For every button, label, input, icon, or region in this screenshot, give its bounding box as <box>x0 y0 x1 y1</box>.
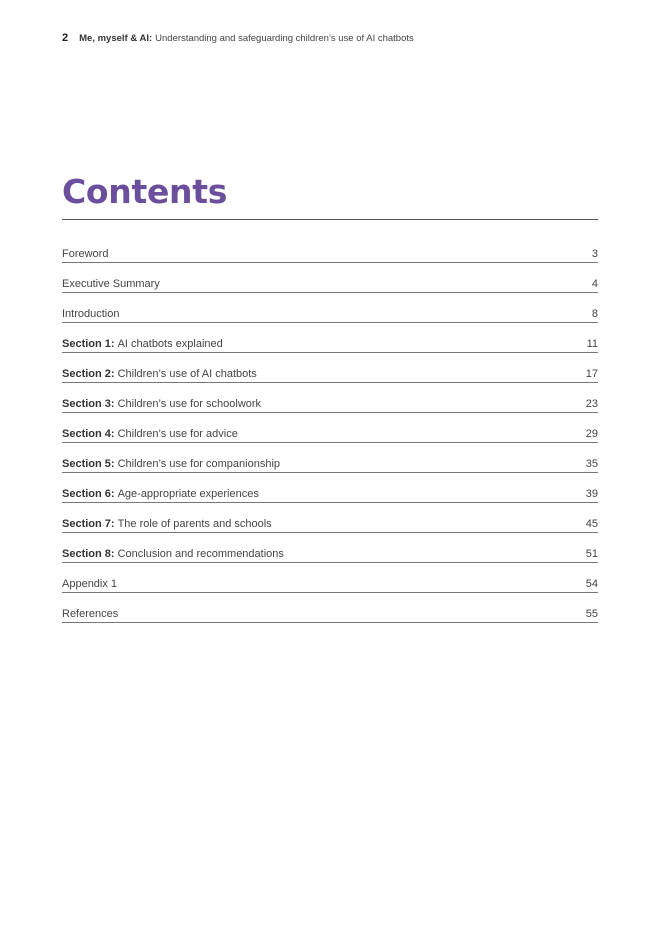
toc-entry-prefix: Section 4: <box>62 428 115 440</box>
toc-entry-section-2[interactable] <box>62 354 598 383</box>
toc-entry-appendix-1[interactable] <box>62 564 598 593</box>
toc-entry-title: References <box>62 608 119 620</box>
toc-entry-page: 17 <box>585 368 598 380</box>
toc-entry-section-7[interactable] <box>62 504 598 533</box>
toc-entry-page: 51 <box>585 548 598 560</box>
toc-entry-prefix: Section 8: <box>62 548 115 560</box>
toc-entry-prefix: Section 2: <box>62 368 115 380</box>
toc-entry-section-6[interactable] <box>62 474 598 503</box>
toc-entry-title: The role of parents and schools <box>117 518 272 530</box>
toc-entry-foreword[interactable] <box>62 234 598 263</box>
toc-entry-label <box>62 278 160 290</box>
toc-entry-title: Foreword <box>62 248 109 260</box>
toc-entry-title: Age-appropriate experiences <box>117 488 259 500</box>
toc-entry-label <box>62 248 108 260</box>
toc-entry-label <box>62 578 117 590</box>
toc-entry-page: 3 <box>591 248 598 260</box>
toc-entry-page: 11 <box>586 338 598 350</box>
toc-entry-page: 8 <box>591 308 598 320</box>
toc-entry-title: Children’s use for schoolwork <box>117 398 262 410</box>
toc-entry-title: Appendix 1 <box>62 578 118 590</box>
toc-entry-page: 45 <box>585 518 598 530</box>
toc-entry-label <box>62 398 261 410</box>
toc-entry-label <box>62 488 259 500</box>
toc-entry-label <box>62 548 284 560</box>
toc-entry-page: 23 <box>585 398 598 410</box>
toc-entry-title: Executive Summary <box>62 278 160 290</box>
toc-entry-page: 35 <box>585 458 598 470</box>
document-title-subtitle: Understanding and safeguarding children’s use of AI chatbots <box>155 33 414 44</box>
toc-entry-page: 29 <box>585 428 598 440</box>
toc-entry-section-5[interactable] <box>62 444 598 473</box>
toc-entry-section-4[interactable] <box>62 414 598 443</box>
toc-entry-label <box>62 428 238 440</box>
toc-entry-title: Conclusion and recommendations <box>117 548 284 560</box>
toc-entry-title: Children’s use for advice <box>117 428 238 440</box>
toc-entry-title: Introduction <box>62 308 120 320</box>
toc-entry-label <box>62 338 223 350</box>
toc-entry-title: AI chatbots explained <box>117 338 223 350</box>
toc-entry-executive-summary[interactable] <box>62 264 598 293</box>
toc-entry-title: Children’s use of AI chatbots <box>117 368 257 380</box>
toc-entry-label <box>62 368 257 380</box>
toc-entry-page: 55 <box>585 608 598 620</box>
toc-entry-section-3[interactable] <box>62 384 598 413</box>
toc-entry-prefix: Section 7: <box>62 518 115 530</box>
toc-entry-label <box>62 458 280 470</box>
running-header <box>62 32 414 46</box>
contents-heading: Contents <box>62 172 228 211</box>
toc-entry-prefix: Section 5: <box>62 458 115 470</box>
toc-entry-page: 54 <box>585 578 598 590</box>
table-of-contents <box>62 234 598 624</box>
toc-entry-prefix: Section 6: <box>62 488 115 500</box>
toc-entry-label <box>62 608 118 620</box>
toc-entry-prefix: Section 3: <box>62 398 115 410</box>
toc-entry-label <box>62 308 119 320</box>
toc-entry-prefix: Section 1: <box>62 338 115 350</box>
toc-entry-section-8[interactable] <box>62 534 598 563</box>
heading-divider <box>62 219 598 220</box>
toc-entry-label <box>62 518 272 530</box>
toc-entry-page: 4 <box>591 278 598 290</box>
document-title-bold: Me, myself & AI: <box>79 33 153 44</box>
toc-entry-introduction[interactable] <box>62 294 598 323</box>
toc-entry-section-1[interactable] <box>62 324 598 353</box>
toc-entry-title: Children’s use for companionship <box>117 458 281 470</box>
page-number: 2 <box>62 32 69 44</box>
toc-entry-references[interactable] <box>62 594 598 623</box>
toc-entry-page: 39 <box>585 488 598 500</box>
